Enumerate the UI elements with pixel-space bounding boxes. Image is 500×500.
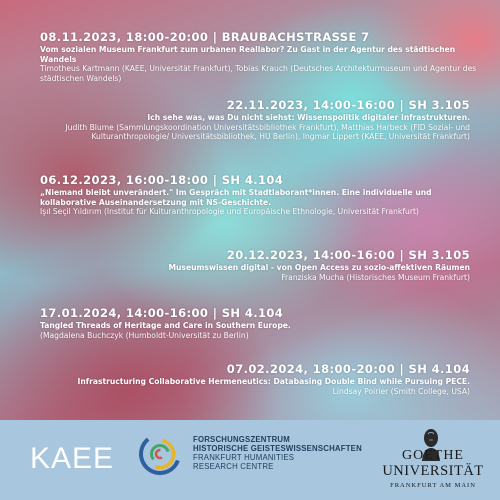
event-date: 17.01.2024, 14:00-16:00 | SH 4.104 bbox=[40, 306, 284, 320]
event-item bbox=[40, 306, 480, 340]
event-speakers: Judith Blume (Sammlungskoordination Universitätsbibliothek Frankfurt), Matthias Harbeck (FID Sozial- und Kulturanthropologie/ Universitätsbibliothek, HU Berlin), Ingmar Lippert (KAEE, Universität Frankfurt) bbox=[65, 122, 470, 141]
research-centre-rings-icon bbox=[136, 430, 184, 478]
research-centre-name-line3: FRANKFURT HUMANITIES bbox=[193, 453, 295, 462]
event-title: Tangled Threads of Heritage and Care in Southern Europe. bbox=[40, 321, 291, 330]
event-title: „Niemand bleibt unverändert." Im Gespräch mit Stadtlaborant*innen. Eine individuelle und kollaborative Auseinandersetzung mit NS-Geschichte. bbox=[40, 188, 432, 207]
event-date: 07.02.2024, 18:00-20:00 | SH 4.104 bbox=[226, 362, 470, 376]
event-item bbox=[40, 30, 480, 83]
event-speakers: (Magdalena Buchczyk (Humboldt-Universität zu Berlin) bbox=[40, 330, 249, 340]
kaee-logo: KAEE bbox=[30, 442, 115, 475]
research-centre-name-line4: RESEARCH CENTRE bbox=[193, 462, 274, 471]
event-date: 08.11.2023, 18:00-20:00 | BRAUBACHSTRASSE 7 bbox=[40, 30, 370, 44]
event-item bbox=[40, 98, 470, 142]
event-date: 22.11.2023, 14:00-16:00 | SH 3.105 bbox=[226, 98, 470, 112]
event-item bbox=[40, 362, 470, 396]
research-centre-name-line1: FORSCHUNGSZENTRUM bbox=[193, 435, 290, 444]
event-date: 20.12.2023, 14:00-16:00 | SH 3.105 bbox=[226, 248, 470, 262]
event-title: Vom sozialen Museum Frankfurt zum urbanen Reallabor? Zu Gast in der Agentur des städtischen Wandels bbox=[40, 45, 456, 64]
goethe-university-word: UNIVERSITÄT bbox=[382, 463, 484, 479]
goethe-name: GOETHE bbox=[402, 448, 464, 463]
event-item bbox=[40, 173, 480, 217]
research-centre-name-line2: HISTORISCHE GEISTESWISSENSCHAFTEN bbox=[193, 444, 362, 453]
event-speakers: Timotheus Kartmann (KAEE, Universität Frankfurt), Tobias Krauch (Deutsches Architekturmuseum und Agentur des städtischen Wandels) bbox=[40, 64, 477, 83]
event-date: 06.12.2023, 16:00-18:00 | SH 4.104 bbox=[40, 173, 284, 187]
event-title: Museumswissen digital - von Open Access zu sozio-affektiven Räumen bbox=[168, 263, 470, 272]
event-title: Infrastructuring Collaborative Hermeneutics: Databasing Double Bind while Pursuing PECE. bbox=[77, 377, 470, 386]
event-speakers: Franziska Mucha (Historisches Museum Frankfurt) bbox=[281, 272, 470, 282]
footer-logos bbox=[0, 420, 500, 500]
research-centre-logo bbox=[193, 435, 362, 471]
event-speakers: Işıl Seçil Yıldırım (Institut für Kulturanthropologie und Europäische Ethnologie, Universität Frankfurt) bbox=[40, 207, 419, 216]
goethe-city: FRANKFURT AM MAIN bbox=[390, 482, 476, 489]
event-item bbox=[40, 248, 470, 282]
event-speakers: Lindsay Poirier (Smith College, USA) bbox=[332, 386, 470, 396]
event-title: Ich sehe was, was Du nicht siehst: Wissenspolitik digitaler Infrastrukturen. bbox=[147, 113, 470, 122]
